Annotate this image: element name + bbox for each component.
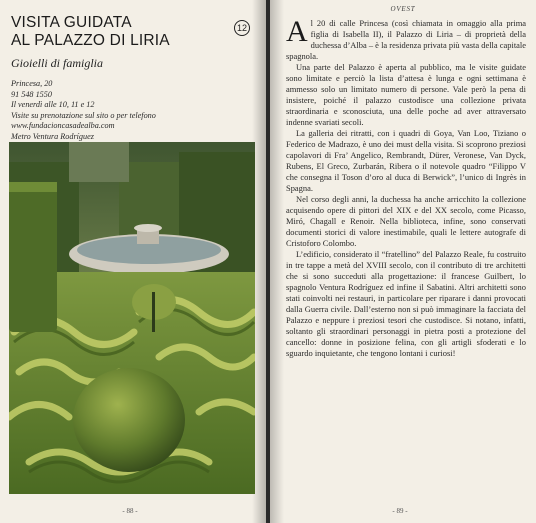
- page-number: - 89 -: [392, 507, 408, 515]
- title-line: VISITA GUIDATA: [11, 14, 132, 31]
- paragraph-text: l 20 di calle Princesa (così chiamata in omaggio alla prima figlia di Isabella II), il Palazzo di Liria – di proprietà della duchessa d’Alba – è la residenza privata più vasta della capitale spagnola.: [286, 18, 526, 61]
- info-metro: Metro Ventura Rodríguez: [11, 131, 94, 141]
- paragraph: Una parte del Palazzo è aperta al pubblico, ma le visite guidate sono limitate e perciò la lista d’attesa è lunga e ogni settimana è ammesso solo un limitato numero di persone. Vale però la pena di insistere, poiché il palazzo custodisce una collezione privata straordinaria e sconosciuta, una delle poche ad aver attraversato indenne svariati secoli.: [286, 62, 526, 127]
- left-page: [0, 0, 266, 523]
- garden-photo: [9, 142, 255, 494]
- running-head: OVEST: [390, 5, 416, 13]
- title-line: AL PALAZZO DI LIRIA: [11, 32, 170, 49]
- info-hours: Il venerdì alle 10, 11 e 12: [11, 100, 95, 110]
- practical-info: [11, 79, 251, 143]
- paragraph: Nel corso degli anni, la duchessa ha anche arricchito la collezione acquisendo opere di pittori del XIX e del XX secolo, come Picasso, Miró, Chagall e Renoir. Nella biblioteca, infine, sono conservati documenti storici di valore inestimabile, quali le lettere autografe di Cristoforo Colombo.: [286, 194, 526, 248]
- gutter-shadow: [270, 0, 284, 523]
- page-number: - 88 -: [122, 507, 138, 515]
- right-page: [270, 0, 536, 523]
- paragraph: L’edificio, considerato il “fratellino” del Palazzo Reale, fu costruito in tre tappe a metà del XVIII secolo, con il contributo di tre architetti che si sono succeduti alla progettazione: il francese Guilbert, lo spagnolo Ventura Rodríguez ed infine il Sabatini. Altri architetti sono stati coinvolti nei restauri, in particolare per riparare i danni provocati dalla Guerra civile. Dall’esterno non si può immaginare la facciata del Palazzo e neppure i preziosi tesori che custodisce. Si notano, infatti, soltanto gli straordinari personaggi in pietra posti a protezione del cancello: donne in posizione felina, con gli artigli sfoderati e lo sguardo inquietante, che tengono lontani i curiosi!: [286, 249, 526, 358]
- page-title: [11, 14, 170, 50]
- drop-cap: A: [286, 15, 308, 48]
- paragraph: La galleria dei ritratti, con i quadri di Goya, Van Loo, Tiziano o Federico de Madrazo, è uno dei must della visita. Si scoprono preziosi capolavori di Fra’ Angelico, Rembrandt, Dürer, Veronese, Van Dyck, Rubens, El Greco, Zurbarán, Ribera o il notevole quadro “Filippo V che consegna il Toson d’oro al duca di Berwick”, l’unico di Ingrès in Spagna.: [286, 128, 526, 193]
- entry-number-badge: 12: [234, 20, 250, 36]
- info-address: Princesa, 20: [11, 79, 53, 88]
- article-body: [286, 15, 526, 359]
- info-phone: 91 548 1550: [11, 89, 52, 99]
- garden-photo-illustration: [9, 142, 255, 494]
- subtitle: Gioielli di famiglia: [11, 56, 103, 70]
- info-booking: Visite su prenotazione sul sito o per telefono: [11, 110, 156, 120]
- paragraph: [286, 15, 526, 62]
- info-website: www.fundacioncasadealba.com: [11, 121, 115, 131]
